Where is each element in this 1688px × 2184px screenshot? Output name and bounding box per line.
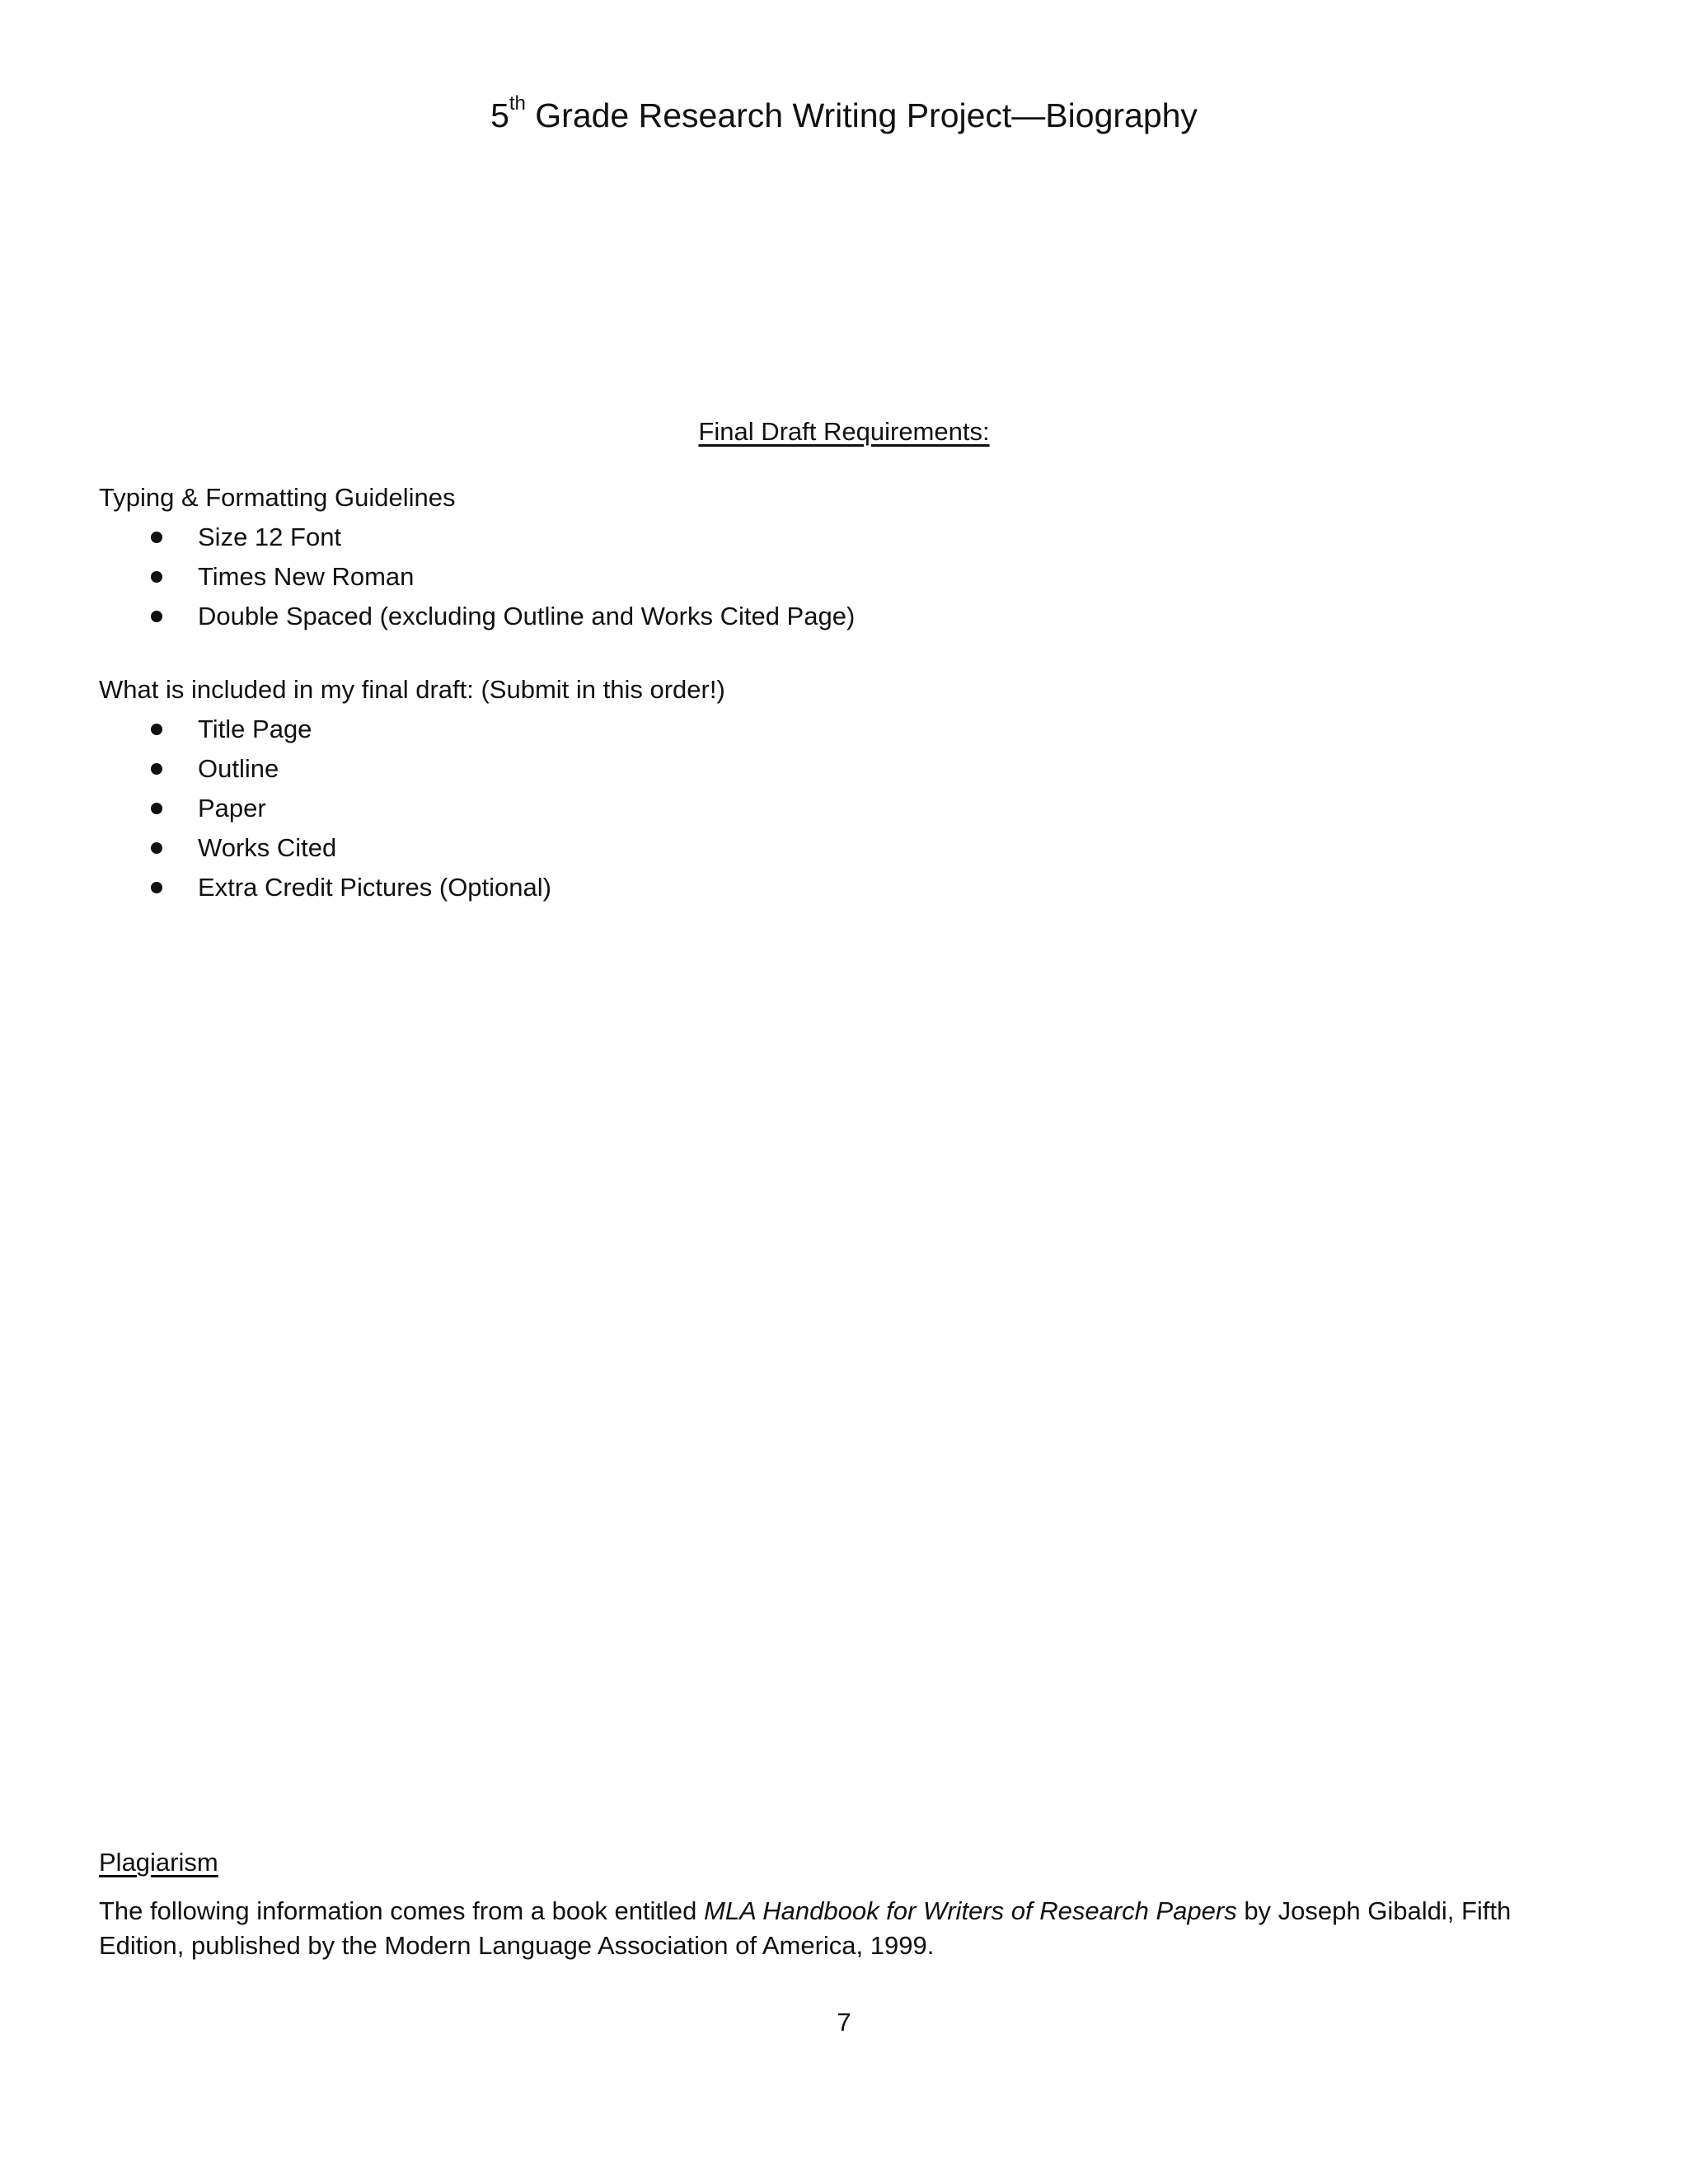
final-draft-contents-title: What is included in my final draft: (Submit in this order!) <box>99 675 725 704</box>
list-item <box>99 749 725 789</box>
list-item <box>99 518 855 557</box>
bullet-icon <box>151 842 162 854</box>
bullet-icon <box>151 763 162 775</box>
list-item <box>99 710 725 749</box>
typing-guidelines-section <box>99 478 855 636</box>
plagiarism-paragraph <box>99 1894 1517 1963</box>
page-number: 7 <box>837 2008 851 2036</box>
final-draft-contents-list <box>99 710 725 907</box>
list-item-text: Times New Roman <box>198 562 415 591</box>
list-item-text: Title Page <box>198 715 312 743</box>
list-item-text: Paper <box>198 794 266 823</box>
plagiarism-text-start: The following information comes from a book entitled <box>99 1896 705 1925</box>
list-item-text: Works Cited <box>198 833 337 862</box>
typing-guidelines-list <box>99 518 855 636</box>
title-grade-number: 5 <box>490 96 509 134</box>
list-item <box>99 828 725 868</box>
bullet-icon <box>151 532 162 543</box>
bullet-icon <box>151 803 162 814</box>
list-item-text: Double Spaced (excluding Outline and Works Cited Page) <box>198 602 856 630</box>
bullet-icon <box>151 571 162 583</box>
bullet-icon <box>151 611 162 622</box>
bullet-icon <box>151 882 162 893</box>
list-item-text: Extra Credit Pictures (Optional) <box>198 873 551 902</box>
list-item-text: Outline <box>198 754 279 783</box>
plagiarism-heading: Plagiarism <box>99 1848 218 1877</box>
final-draft-heading: Final Draft Requirements: <box>698 417 990 446</box>
page-title <box>0 92 1688 138</box>
bullet-icon <box>151 724 162 735</box>
list-item <box>99 597 855 636</box>
title-ordinal-suffix: th <box>509 92 526 115</box>
list-item <box>99 557 855 597</box>
list-item <box>99 789 725 828</box>
typing-guidelines-title: Typing & Formatting Guidelines <box>99 483 456 512</box>
list-item <box>99 868 725 907</box>
title-text: Grade Research Writing Project—Biography <box>525 96 1198 134</box>
plagiarism-text-end: by Joseph Gibaldi, Fifth Edition, published by the Modern Language Association of America, 1999. <box>99 1896 1512 1960</box>
book-title: MLA Handbook for Writers of Research Papers <box>704 1896 1237 1925</box>
final-draft-contents-section <box>99 670 725 907</box>
list-item-text: Size 12 Font <box>198 523 342 551</box>
